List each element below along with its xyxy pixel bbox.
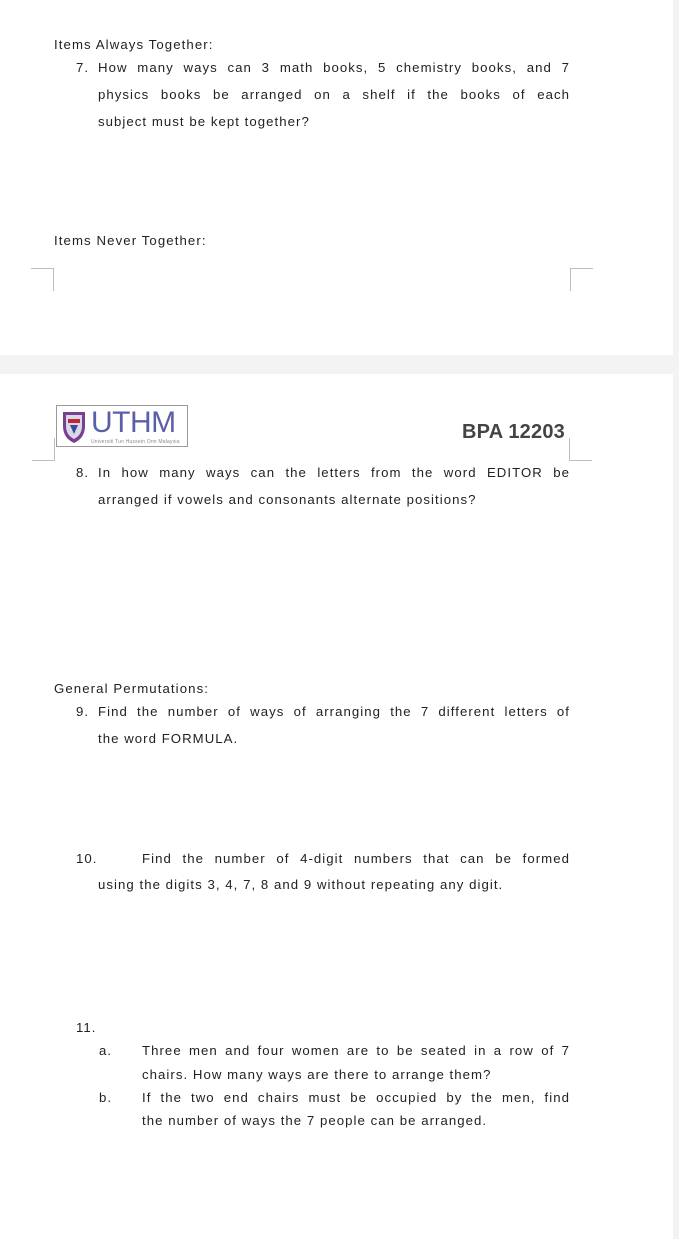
question-11a-line-1: Three men and four women are to be seated in a row of 7 [142, 1043, 570, 1058]
question-11b-line-2: the number of ways the 7 people can be arranged. [142, 1113, 488, 1128]
crop-mark-bottom-left [31, 268, 54, 291]
uthm-logo [56, 405, 188, 447]
page-separator [0, 355, 679, 374]
heading-general-permutations: General Permutations: [54, 681, 210, 696]
question-7-line-1: How many ways can 3 math books, 5 chemistry books, and 7 [98, 60, 570, 75]
crop-mark-bottom-right [570, 268, 593, 291]
question-9-number: 9. [76, 704, 90, 719]
question-9-line-1: Find the number of ways of arranging the 7 different letters of [98, 704, 570, 719]
question-11b-label: b. [99, 1090, 113, 1105]
question-10-number: 10. [76, 851, 98, 866]
course-code: BPA 12203 [462, 421, 565, 443]
question-9-line-2: the word FORMULA. [98, 731, 239, 746]
question-11a-label: a. [99, 1043, 113, 1058]
heading-items-always-together: Items Always Together: [54, 37, 214, 52]
question-10-line-1: Find the number of 4-digit numbers that can be formed [142, 851, 570, 866]
logo-subtitle: Universiti Tun Hussein Onn Malaysia [91, 439, 180, 445]
question-11a-line-2: chairs. How many ways are there to arrange them? [142, 1067, 492, 1082]
question-8-line-2: arranged if vowels and consonants alternate positions? [98, 492, 477, 507]
crop-mark-top-right [569, 438, 592, 461]
question-7-line-2: physics books be arranged on a shelf if the books of each [98, 87, 570, 102]
crop-mark-top-left [32, 438, 55, 461]
uthm-crest-icon [61, 410, 87, 444]
question-10-line-2: using the digits 3, 4, 7, 8 and 9 without repeating any digit. [98, 877, 504, 892]
question-7-number: 7. [76, 60, 90, 75]
logo-wordmark: UTHM [91, 406, 176, 439]
heading-items-never-together: Items Never Together: [54, 233, 207, 248]
question-8-line-1: In how many ways can the letters from the word EDITOR be [98, 465, 570, 480]
question-8-number: 8. [76, 465, 90, 480]
question-11b-line-1: If the two end chairs must be occupied by the men, find [142, 1090, 570, 1105]
viewer-scroll-edge [673, 0, 679, 1239]
question-11-number: 11. [76, 1020, 97, 1035]
question-7-line-3: subject must be kept together? [98, 114, 310, 129]
